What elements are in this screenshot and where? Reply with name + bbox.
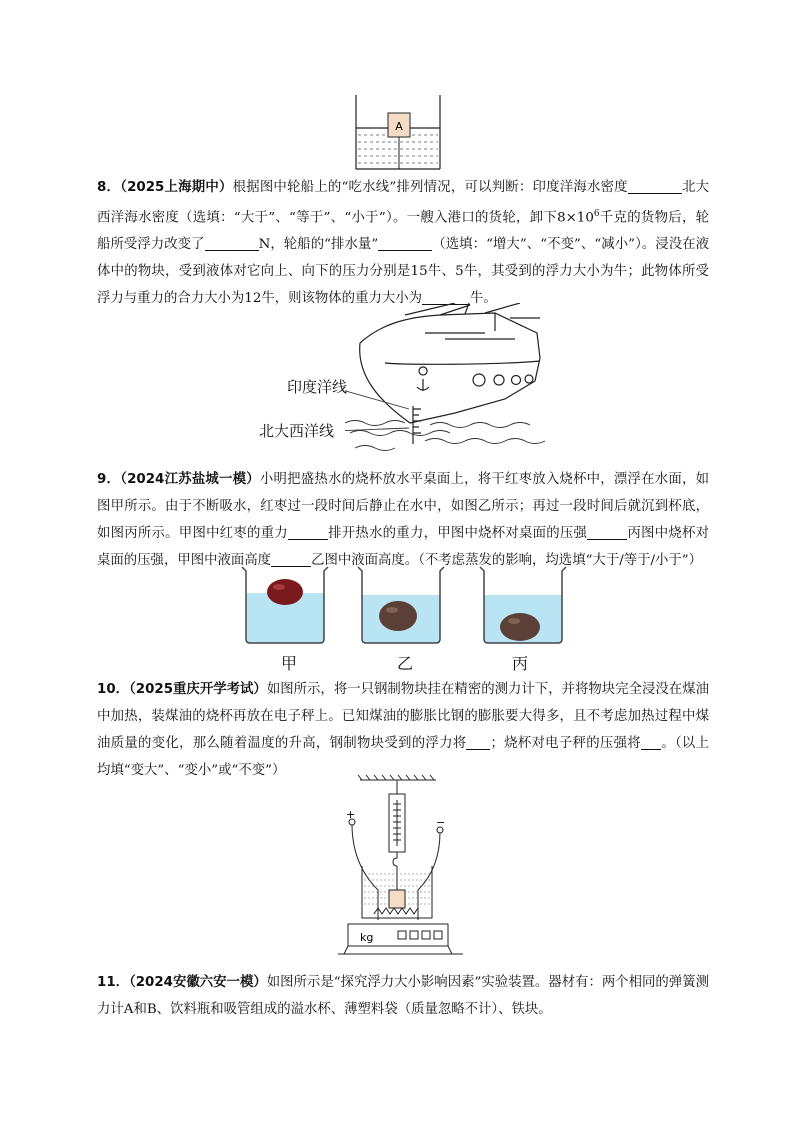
heating-apparatus-figure (338, 774, 463, 960)
label-yi: 乙 (397, 654, 414, 673)
beaker-block-figure (352, 93, 452, 173)
q8-number: 8． (97, 180, 121, 195)
question-8: 8．（2025上海期中）根据图中轮船上的“吃水线”排列情况，可以判断：印度洋海水密度 北大西洋海水密度（选填：“大于”、“等于”、“小于”）。一艘入港口的货轮，卸下$8\times 10^6$千克的货物后，轮船所受浮力改变了 N，轮船的“排水量” （选填：“增大”、“不变”、“减小”）。浸没在液体中的物块，受到液体对它向上、向下的压力分别是15牛、5牛，其受到的浮力大小为牛；此物体所受浮力与重力的合力大小为12牛，则该物体的重力大小为 牛。 (97, 180, 710, 307)
question-10: 10．（2025重庆开学考试）如图所示，将一只钢制物块挂在精密的测力计下，并将物块完全浸没在煤油中加热，装煤油的烧杯再放在电子秤上。已知煤油的膨胀比钢的膨胀要大得多，且不考虑加热过程中煤油质量的变化，那么随着温度的升高，钢制物块受到的浮力将 ；烧杯对电子秤的压强将 。（以上均填“变大”、“变小”或“不变”） (97, 682, 710, 778)
question-9: 9．（2024江苏盐城一模）小明把盛热水的烧杯放水平桌面上，将干红枣放入烧杯中，漂浮在水面，如图甲所示。由于不断吸水，红枣过一段时间后静止在水中，如图乙所示；再过一段时间后就沉到杯底，如图丙所示。甲图中红枣的重力 排开热水的重力，甲图中烧杯对桌面的压强 丙图中烧杯对桌面的压强，甲图中液面高度 乙图中液面高度。（不考虑蒸发的影响，均选填“大于/等于/小于”） (97, 472, 710, 568)
q9-source: （2024江苏盐城一模） (120, 472, 260, 487)
question-11: 11．（2024安徽六安一模）如图所示是“探究浮力大小影响因素”实验装置。器材有：两个相同的弹簧测力计A和B、饮料瓶和吸管组成的溢水杯、薄塑料袋（质量忽略不计）、铁块。 (97, 975, 709, 1017)
label-bing: 丙 (512, 654, 529, 673)
beaker-bing (478, 565, 568, 645)
q8-source: （2025上海期中） (120, 180, 233, 195)
steel-block (389, 890, 405, 908)
q9-blank-2[interactable] (587, 525, 627, 540)
q9-number: 9． (97, 472, 121, 487)
plus-terminal: + (346, 808, 356, 821)
date-suspended (379, 601, 417, 631)
minus-terminal: − (436, 816, 446, 829)
q9-blank-1[interactable] (288, 525, 328, 540)
beaker-jia (240, 565, 330, 645)
q10-number: 10． (97, 682, 130, 697)
north-atlantic-line-label: 北大西洋线 (259, 422, 335, 440)
q10-blank-1[interactable] (466, 735, 490, 750)
date-floating (267, 579, 303, 605)
q11-source: （2024安徽六安一模） (129, 975, 267, 990)
label-jia: 甲 (281, 654, 298, 673)
q10-source: （2025重庆开学考试） (129, 682, 267, 697)
date-sunk (500, 613, 540, 641)
q11-number: 11． (97, 975, 130, 990)
scale-unit: kg (360, 931, 374, 944)
indian-ocean-line-label: 印度洋线 (287, 378, 348, 396)
block-a-label: A (395, 120, 403, 133)
q10-blank-2[interactable] (641, 735, 661, 750)
q8-blank-1[interactable] (628, 179, 682, 194)
beaker-yi (356, 565, 446, 645)
ship-figure (345, 303, 560, 453)
q8-blank-3[interactable] (378, 236, 432, 251)
q8-blank-2[interactable] (205, 236, 259, 251)
